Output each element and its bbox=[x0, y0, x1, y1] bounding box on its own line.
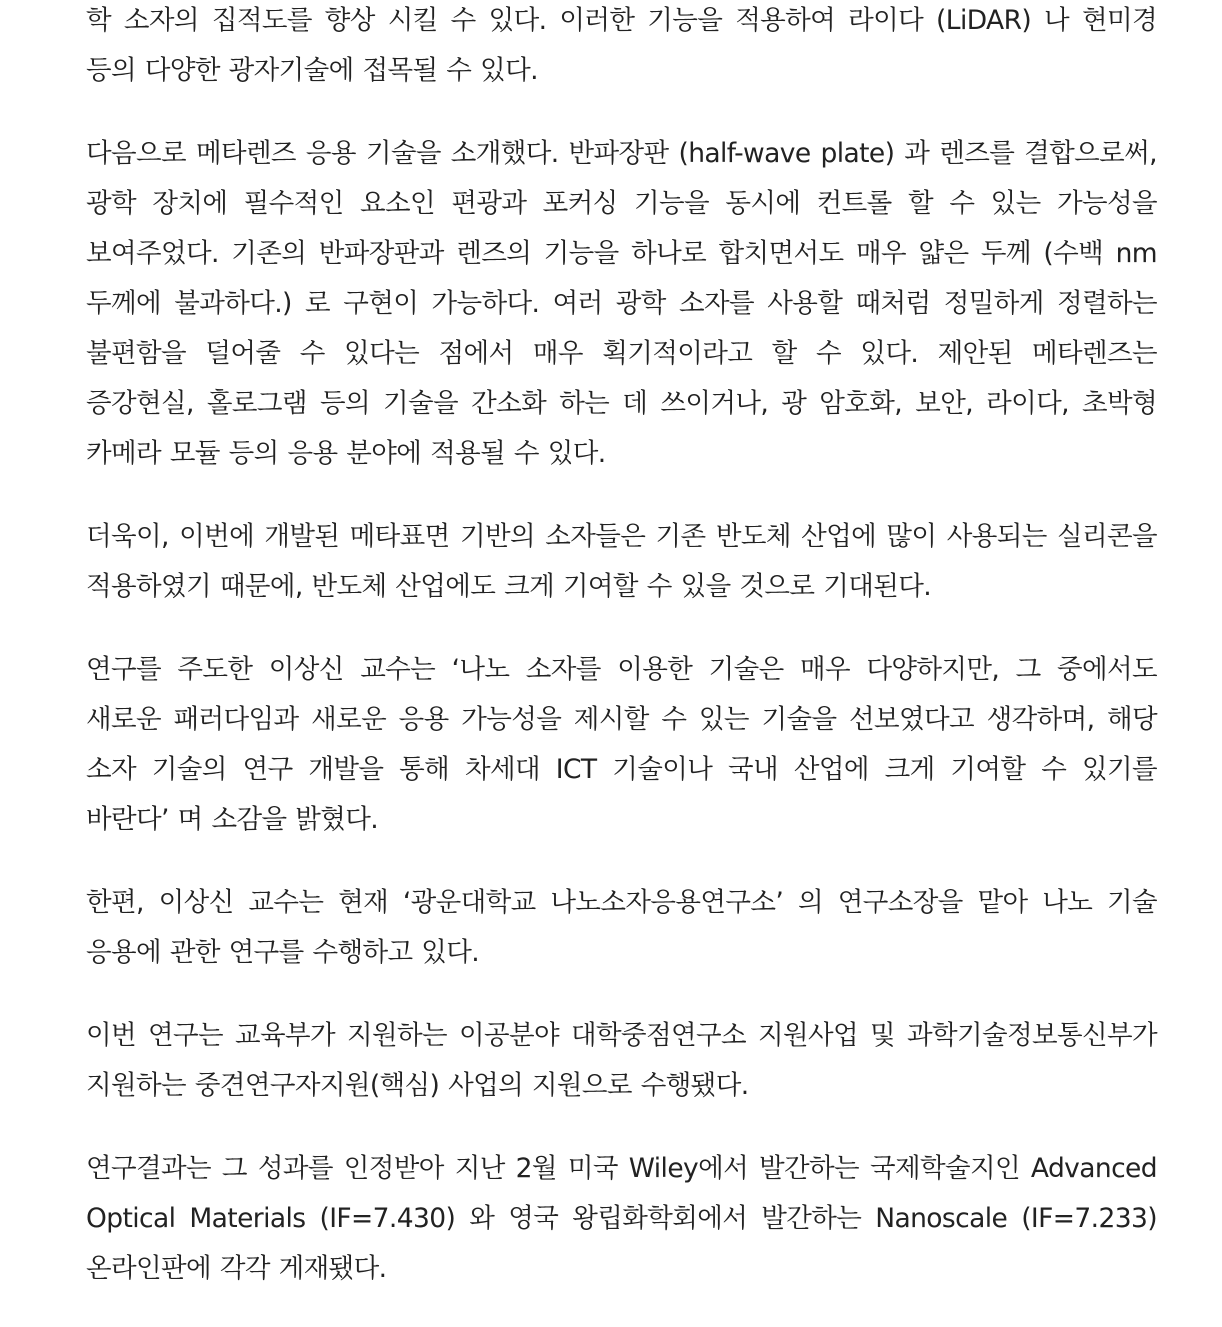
paragraph-semiconductor-impact: 더욱이, 이번에 개발된 메타표면 기반의 소자들은 기존 반도체 산업에 많이 사용되는 실리콘을 적용하였기 때문에, 반도체 산업에도 크게 기여할 수 있을 것으로 기대된다. bbox=[86, 521, 1157, 602]
paragraph-metalens-technology: 다음으로 메타렌즈 응용 기술을 소개했다. 반파장판 (half-wave plate) 과 렌즈를 결합으로써, 광학 장치에 필수적인 요소인 편광과 포커싱 기능을 동시에 컨트롤 할 수 있는 가능성을 보여주었다. 기존의 반파장판과 렌즈의 기능을 하나로 합치면서도 매우 얇은 두께 (수백 nm 두께에 불과하다.) 로 구현이 가능하다. 여러 광학 소자를 사용할 때처럼 정밀하게 정렬하는 불편함을 덜어줄 수 있다는 점에서 매우 획기적이라고 할 수 있다. 제안된 메타렌즈는 증강현실, 홀로그램 등의 기술을 간소화 하는 데 쓰이거나, 광 암호화, 보안, 라이다, 초박형 카메라 모듈 등의 응용 분야에 적용될 수 있다. bbox=[86, 138, 1157, 469]
paragraph-professor-quote: 연구를 주도한 이상신 교수는 ‘나노 소자를 이용한 기술은 매우 다양하지만, 그 중에서도 새로운 패러다임과 새로운 응용 가능성을 제시할 수 있는 기술을 선보였다고 생각하며, 해당 소자 기술의 연구 개발을 통해 차세대 ICT 기술이나 국내 산업에 크게 기여할 수 있기를 바란다’ 며 소감을 밝혔다. bbox=[86, 654, 1157, 835]
paragraph-publication: 연구결과는 그 성과를 인정받아 지난 2월 미국 Wiley에서 발간하는 국제학술지인 Advanced Optical Materials (IF=7.430) 와 영국 왕립화학회에서 발간하는 Nanoscale (IF=7.233) 온라인판에 각각 게재됐다. bbox=[86, 1153, 1157, 1284]
paragraph-lidar-applications: 학 소자의 집적도를 향상 시킬 수 있다. 이러한 기능을 적용하여 라이다 (LiDAR) 나 현미경 등의 다양한 광자기술에 접목될 수 있다. bbox=[86, 5, 1157, 86]
article-body bbox=[86, 0, 1157, 1327]
paragraph-funding: 이번 연구는 교육부가 지원하는 이공분야 대학중점연구소 지원사업 및 과학기술정보통신부가 지원하는 중견연구자지원(핵심) 사업의 지원으로 수행됐다. bbox=[86, 1020, 1157, 1101]
paragraph-research-institute: 한편, 이상신 교수는 현재 ‘광운대학교 나노소자응용연구소’ 의 연구소장을 맡아 나노 기술 응용에 관한 연구를 수행하고 있다. bbox=[86, 887, 1157, 968]
